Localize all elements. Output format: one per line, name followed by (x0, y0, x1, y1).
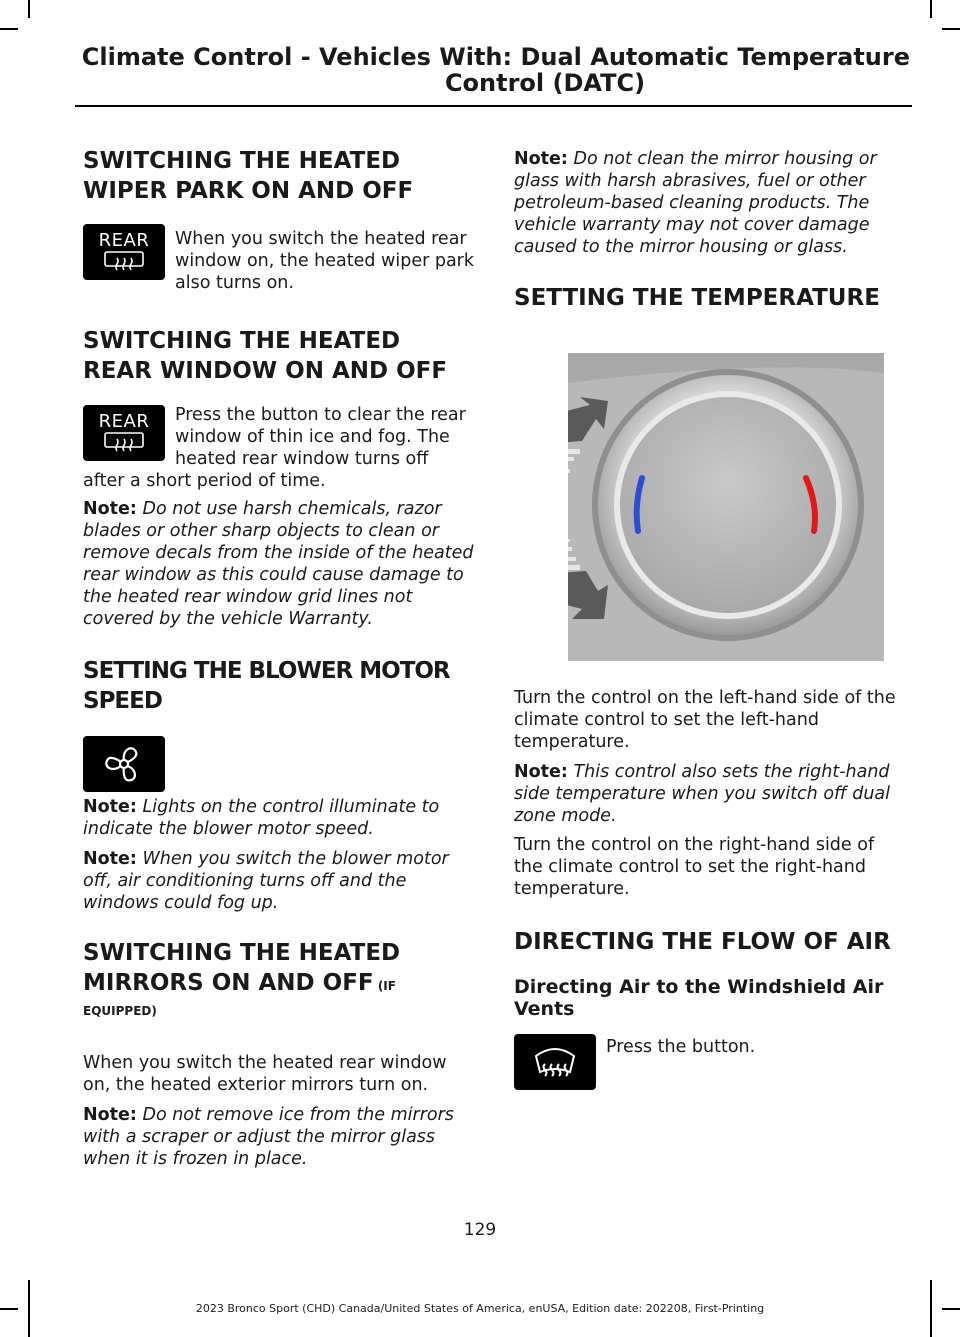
note-paragraph: Note: This control also sets the right-hand side temperature when you switch off dual zone mode. (514, 762, 891, 826)
crop-mark (942, 28, 960, 30)
note-paragraph: Note: Do not clean the mirror housing or glass with harsh abrasives, fuel or other petroleum-based cleaning products. The vehicle warranty may not cover damage caused to the mirror housing or glass. (514, 149, 877, 257)
section-heading: SWITCHING THE HEATED WIPER PARK ON AND OFF (83, 148, 414, 204)
section-heated-mirrors (83, 938, 475, 1021)
defrost-grid-icon (102, 250, 146, 272)
section-body: Press the button. (606, 1037, 756, 1057)
crop-mark (28, 0, 30, 18)
subsection-heading: Directing Air to the Windshield Air Vents (514, 976, 884, 1020)
header-title-line: Control (DATC) (444, 69, 646, 97)
section-blower-motor-speed (83, 656, 475, 716)
section-heading: SETTING THE BLOWER MOTOR SPEED (83, 658, 450, 714)
page-number: 129 (463, 1220, 497, 1240)
section-directing-air-flow (514, 927, 906, 957)
section-body: When you switch the heated rear window on, the heated wiper park also turns on. (175, 229, 475, 293)
note-paragraph: Note: Do not remove ice from the mirrors with a scraper or adjust the mirror glass when it is frozen in place. (83, 1105, 454, 1169)
crop-mark (0, 28, 18, 30)
note-paragraph: Note: Lights on the control illuminate to indicate the blower motor speed. (83, 797, 440, 839)
section-body: Turn the control on the left-hand side of the climate control to set the left-hand temperature. (514, 688, 896, 752)
heated-rear-window-icon: REAR (83, 405, 165, 461)
note-paragraph: Note: Do not use harsh chemicals, razor blades or other sharp objects to clean or remove decals from the inside of the heated rear window as this could cause damage to the heated rear window grid lines not covered by the vehicle Warranty. (83, 499, 474, 629)
section-body: Turn the control on the right-hand side of the climate control to set the right-hand temperature. (514, 835, 875, 899)
left-column (83, 0, 475, 1200)
note-paragraph: Note: When you switch the blower motor off, air conditioning turns off and the windows could fog up. (83, 849, 449, 913)
fan-icon (83, 736, 165, 792)
right-column-lower (514, 0, 906, 1200)
section-heated-rear-window (83, 326, 475, 386)
heated-rear-window-icon: REAR (83, 224, 165, 280)
section-body: When you switch the heated rear window on, the heated exterior mirrors turn on. (83, 1053, 447, 1095)
section-heated-wiper-park (83, 146, 475, 206)
subsection-windshield-vents (514, 976, 906, 1020)
section-heading: SETTING THE TEMPERATURE (514, 285, 880, 311)
page-footer: 2023 Bronco Sport (CHD) Canada/United States of America, enUSA, Edition date: 202208, First-Printing (195, 1302, 765, 1315)
windshield-defrost-icon (514, 1034, 596, 1090)
header-title-line: Climate Control - Vehicles With: Dual Automatic Temperature (81, 43, 910, 71)
section-body: Press the button to clear the rear window of thin ice and fog. The heated rear window turns off after a short period of time. (83, 405, 466, 491)
section-heading: SWITCHING THE HEATED REAR WINDOW ON AND OFF (83, 328, 448, 384)
section-heading: SWITCHING THE HEATED MIRRORS ON AND OFF (IF EQUIPPED) (83, 940, 401, 1018)
section-heading: DIRECTING THE FLOW OF AIR (514, 929, 891, 955)
crop-mark (930, 0, 932, 18)
